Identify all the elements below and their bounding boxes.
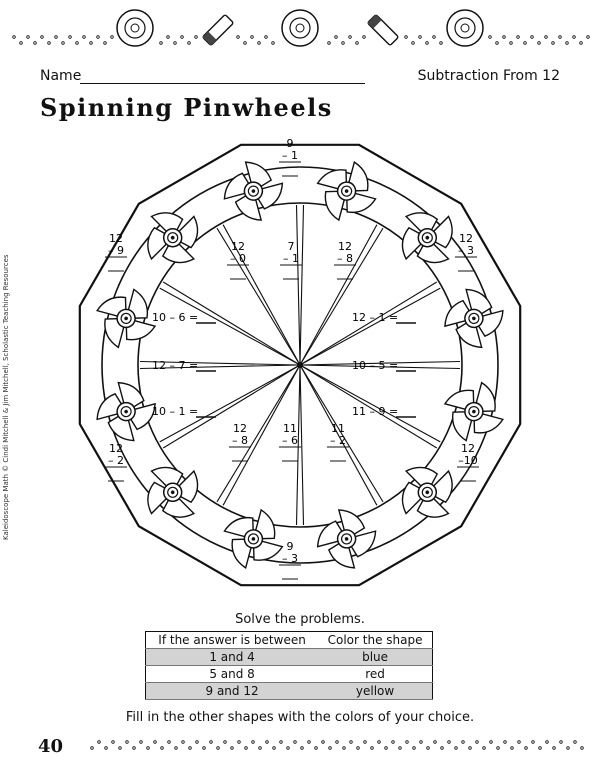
border-dot	[328, 42, 331, 45]
equation-text: 11 – 9 =	[352, 405, 399, 418]
border-dot	[98, 741, 101, 744]
border-dot	[538, 42, 541, 45]
border-dot	[168, 741, 171, 744]
column-header: If the answer is between	[146, 632, 319, 649]
pinwheel-shape[interactable]	[310, 154, 383, 227]
border-dot	[273, 747, 276, 750]
equation-text: 10 – 1 =	[152, 405, 199, 418]
equation-text: 12 – 7 =	[152, 359, 199, 372]
border-dot	[34, 42, 37, 45]
border-dot	[392, 741, 395, 744]
color-key-header-row	[146, 632, 433, 649]
border-dot	[195, 36, 198, 39]
border-dot	[580, 42, 583, 45]
horizontal-problem	[352, 359, 416, 372]
border-dot	[174, 42, 177, 45]
border-dot	[27, 36, 30, 39]
pinwheel-mandala	[0, 125, 600, 595]
pinwheel-shape[interactable]	[437, 282, 510, 355]
minuend: 12	[338, 240, 352, 253]
border-dot	[342, 42, 345, 45]
answer-range: 9 and 12	[146, 683, 319, 700]
shape-color: red	[318, 666, 432, 683]
border-dot	[111, 36, 114, 39]
page-number: 40	[38, 736, 64, 757]
border-dot	[518, 741, 521, 744]
border-dot	[420, 741, 423, 744]
minuend: 11	[283, 422, 297, 435]
border-dot	[405, 36, 408, 39]
border-dot	[217, 747, 220, 750]
border-dot	[238, 741, 241, 744]
border-dot	[91, 747, 94, 750]
rosette-icon	[447, 10, 483, 46]
border-dot	[335, 36, 338, 39]
pinwheel-shape[interactable]	[130, 195, 215, 280]
border-dot	[62, 42, 65, 45]
pinwheel-shape[interactable]	[385, 450, 470, 535]
border-dot	[497, 747, 500, 750]
border-dot	[363, 36, 366, 39]
border-dot	[41, 36, 44, 39]
vertical-problem	[279, 540, 301, 579]
border-dot	[13, 36, 16, 39]
vertical-problem	[457, 442, 479, 481]
border-dot	[385, 747, 388, 750]
border-dots	[91, 741, 584, 750]
border-dot	[356, 42, 359, 45]
table-row	[146, 666, 433, 683]
border-dot	[265, 36, 268, 39]
border-dot	[413, 747, 416, 750]
border-dots	[13, 36, 590, 45]
border-dot	[440, 42, 443, 45]
equation-text: 10 – 6 =	[152, 311, 199, 324]
border-dot	[252, 741, 255, 744]
border-dot	[147, 747, 150, 750]
border-dot	[245, 747, 248, 750]
border-dot	[581, 747, 584, 750]
subtrahend: –10	[458, 454, 478, 467]
border-dot	[196, 741, 199, 744]
mandala-structure	[80, 145, 520, 585]
border-dot	[546, 741, 549, 744]
border-dot	[69, 36, 72, 39]
border-dot	[524, 42, 527, 45]
border-dot	[20, 42, 23, 45]
border-dot	[532, 741, 535, 744]
instructions: Solve the problems.	[235, 612, 365, 627]
border-dot	[378, 741, 381, 744]
border-dot	[48, 42, 51, 45]
border-dot	[483, 747, 486, 750]
border-dot	[511, 747, 514, 750]
border-dot	[294, 741, 297, 744]
copyright-credit: Kaleidoscope Math © Cindi Mitchell & Jim Mitchell, Scholastic Teaching Resources	[2, 254, 10, 540]
spoke-line	[300, 205, 304, 365]
border-dot	[553, 747, 556, 750]
border-dot	[343, 747, 346, 750]
border-dot	[349, 36, 352, 39]
pinwheel-shape[interactable]	[217, 154, 290, 227]
subtrahend: – 3	[282, 552, 298, 565]
minuend: 12	[109, 232, 123, 245]
border-dot	[244, 42, 247, 45]
border-dot	[224, 741, 227, 744]
border-dot	[517, 36, 520, 39]
horizontal-problem	[352, 311, 416, 324]
border-dot	[266, 741, 269, 744]
border-dot	[251, 36, 254, 39]
border-dot	[181, 36, 184, 39]
horizontal-problem	[352, 405, 416, 418]
border-dot	[308, 741, 311, 744]
border-dot	[175, 747, 178, 750]
border-dot	[322, 741, 325, 744]
decorative-border-bottom	[0, 735, 600, 755]
border-dot	[97, 36, 100, 39]
kaleidoscope-tube-icon	[202, 14, 233, 45]
border-dot	[258, 42, 261, 45]
border-dot	[406, 741, 409, 744]
subtrahend: – 2	[108, 454, 124, 467]
table-row	[146, 649, 433, 666]
border-dot	[566, 42, 569, 45]
minuend: 12	[461, 442, 475, 455]
border-dot	[419, 36, 422, 39]
spoke-line	[297, 205, 301, 365]
subtrahend: – 9	[108, 244, 124, 257]
border-dot	[560, 741, 563, 744]
minuend: 12	[233, 422, 247, 435]
border-dot	[357, 747, 360, 750]
border-dot	[90, 42, 93, 45]
border-dot	[567, 747, 570, 750]
border-dot	[83, 36, 86, 39]
horizontal-problem	[152, 311, 216, 324]
border-dot	[587, 36, 590, 39]
border-dot	[426, 42, 429, 45]
border-dot	[490, 741, 493, 744]
border-dot	[76, 42, 79, 45]
border-dot	[462, 741, 465, 744]
border-dot	[55, 36, 58, 39]
name-label: Name	[40, 68, 82, 84]
name-write-line[interactable]	[80, 83, 365, 84]
vertical-problem	[229, 422, 251, 461]
border-dot	[272, 42, 275, 45]
subtrahend: – 0	[230, 252, 246, 265]
name-row	[40, 68, 560, 88]
subtrahend: – 2	[330, 434, 346, 447]
border-dot	[182, 741, 185, 744]
border-dot	[412, 42, 415, 45]
pinwheel-shape[interactable]	[437, 375, 510, 448]
pinwheel-shape[interactable]	[130, 450, 215, 535]
border-dot	[539, 747, 542, 750]
answer-range: 5 and 8	[146, 666, 319, 683]
border-dot	[559, 36, 562, 39]
border-dot	[434, 741, 437, 744]
border-dot	[287, 747, 290, 750]
border-dot	[140, 741, 143, 744]
subtrahend: – 1	[283, 252, 299, 265]
border-dot	[210, 741, 213, 744]
border-dot	[126, 741, 129, 744]
border-dot	[489, 36, 492, 39]
equation-text: 10 – 5 =	[352, 359, 399, 372]
decorative-border-top	[0, 0, 600, 62]
minuend: 12	[459, 232, 473, 245]
answer-range: 1 and 4	[146, 649, 319, 666]
border-dot	[496, 42, 499, 45]
unit-title: Subtraction From 12	[417, 68, 560, 84]
border-dot	[119, 747, 122, 750]
border-dot	[188, 42, 191, 45]
border-dot	[161, 747, 164, 750]
border-dot	[399, 747, 402, 750]
minuend: 12	[109, 442, 123, 455]
border-dot	[133, 747, 136, 750]
border-dot	[427, 747, 430, 750]
border-dot	[112, 741, 115, 744]
vertical-problem	[105, 232, 127, 271]
shape-color: blue	[318, 649, 432, 666]
border-dot	[315, 747, 318, 750]
pinwheel-shape[interactable]	[385, 195, 470, 280]
border-dot	[503, 36, 506, 39]
color-key-table	[145, 631, 433, 700]
center-point	[297, 362, 303, 368]
footer-instructions: Fill in the other shapes with the colors of your choice.	[125, 710, 475, 725]
vertical-problem	[279, 137, 301, 176]
border-dot	[237, 36, 240, 39]
border-dot	[448, 741, 451, 744]
kaleidoscope-tube-icon	[367, 14, 398, 45]
border-dot	[160, 42, 163, 45]
shape-color: yellow	[318, 683, 432, 700]
border-dot	[154, 741, 157, 744]
vertical-problem	[327, 422, 349, 461]
vertical-problem	[455, 232, 477, 271]
border-dot	[455, 747, 458, 750]
border-dot	[504, 741, 507, 744]
border-dot	[552, 42, 555, 45]
border-dot	[259, 747, 262, 750]
rosette-icon	[282, 10, 318, 46]
border-dot	[364, 741, 367, 744]
border-dot	[336, 741, 339, 744]
border-dot	[441, 747, 444, 750]
border-dot	[189, 747, 192, 750]
border-dot	[433, 36, 436, 39]
border-dot	[104, 42, 107, 45]
subtrahend: – 8	[337, 252, 353, 265]
border-dot	[280, 741, 283, 744]
border-dot	[469, 747, 472, 750]
border-dot	[574, 741, 577, 744]
horizontal-problem	[152, 359, 216, 372]
border-dot	[531, 36, 534, 39]
border-dot	[371, 747, 374, 750]
subtrahend: – 1	[282, 149, 298, 162]
border-dot	[167, 36, 170, 39]
vertical-problem	[334, 240, 356, 279]
subtrahend: – 3	[458, 244, 474, 257]
border-dot	[573, 36, 576, 39]
minuend: 7	[287, 240, 295, 253]
border-dot	[105, 747, 108, 750]
column-header: Color the shape	[318, 632, 432, 649]
border-dot	[510, 42, 513, 45]
table-row	[146, 683, 433, 700]
minuend: 11	[331, 422, 345, 435]
subtrahend: – 6	[282, 434, 298, 447]
pinwheel-shape[interactable]	[310, 502, 383, 575]
vertical-problem	[280, 240, 302, 279]
border-dot	[350, 741, 353, 744]
border-dot	[329, 747, 332, 750]
border-dot	[301, 747, 304, 750]
minuend: 12	[231, 240, 245, 253]
rosette-icon	[117, 10, 153, 46]
border-dot	[476, 741, 479, 744]
border-dot	[203, 747, 206, 750]
border-dot	[231, 747, 234, 750]
border-dot	[525, 747, 528, 750]
equation-text: 12 – 1 =	[352, 311, 399, 324]
spoke-line	[300, 365, 304, 525]
minuend: 9	[286, 137, 294, 150]
minuend: 9	[286, 540, 294, 553]
page-title: Spinning Pinwheels	[40, 93, 333, 122]
vertical-problem	[227, 240, 249, 279]
subtrahend: – 8	[232, 434, 248, 447]
border-dot	[545, 36, 548, 39]
